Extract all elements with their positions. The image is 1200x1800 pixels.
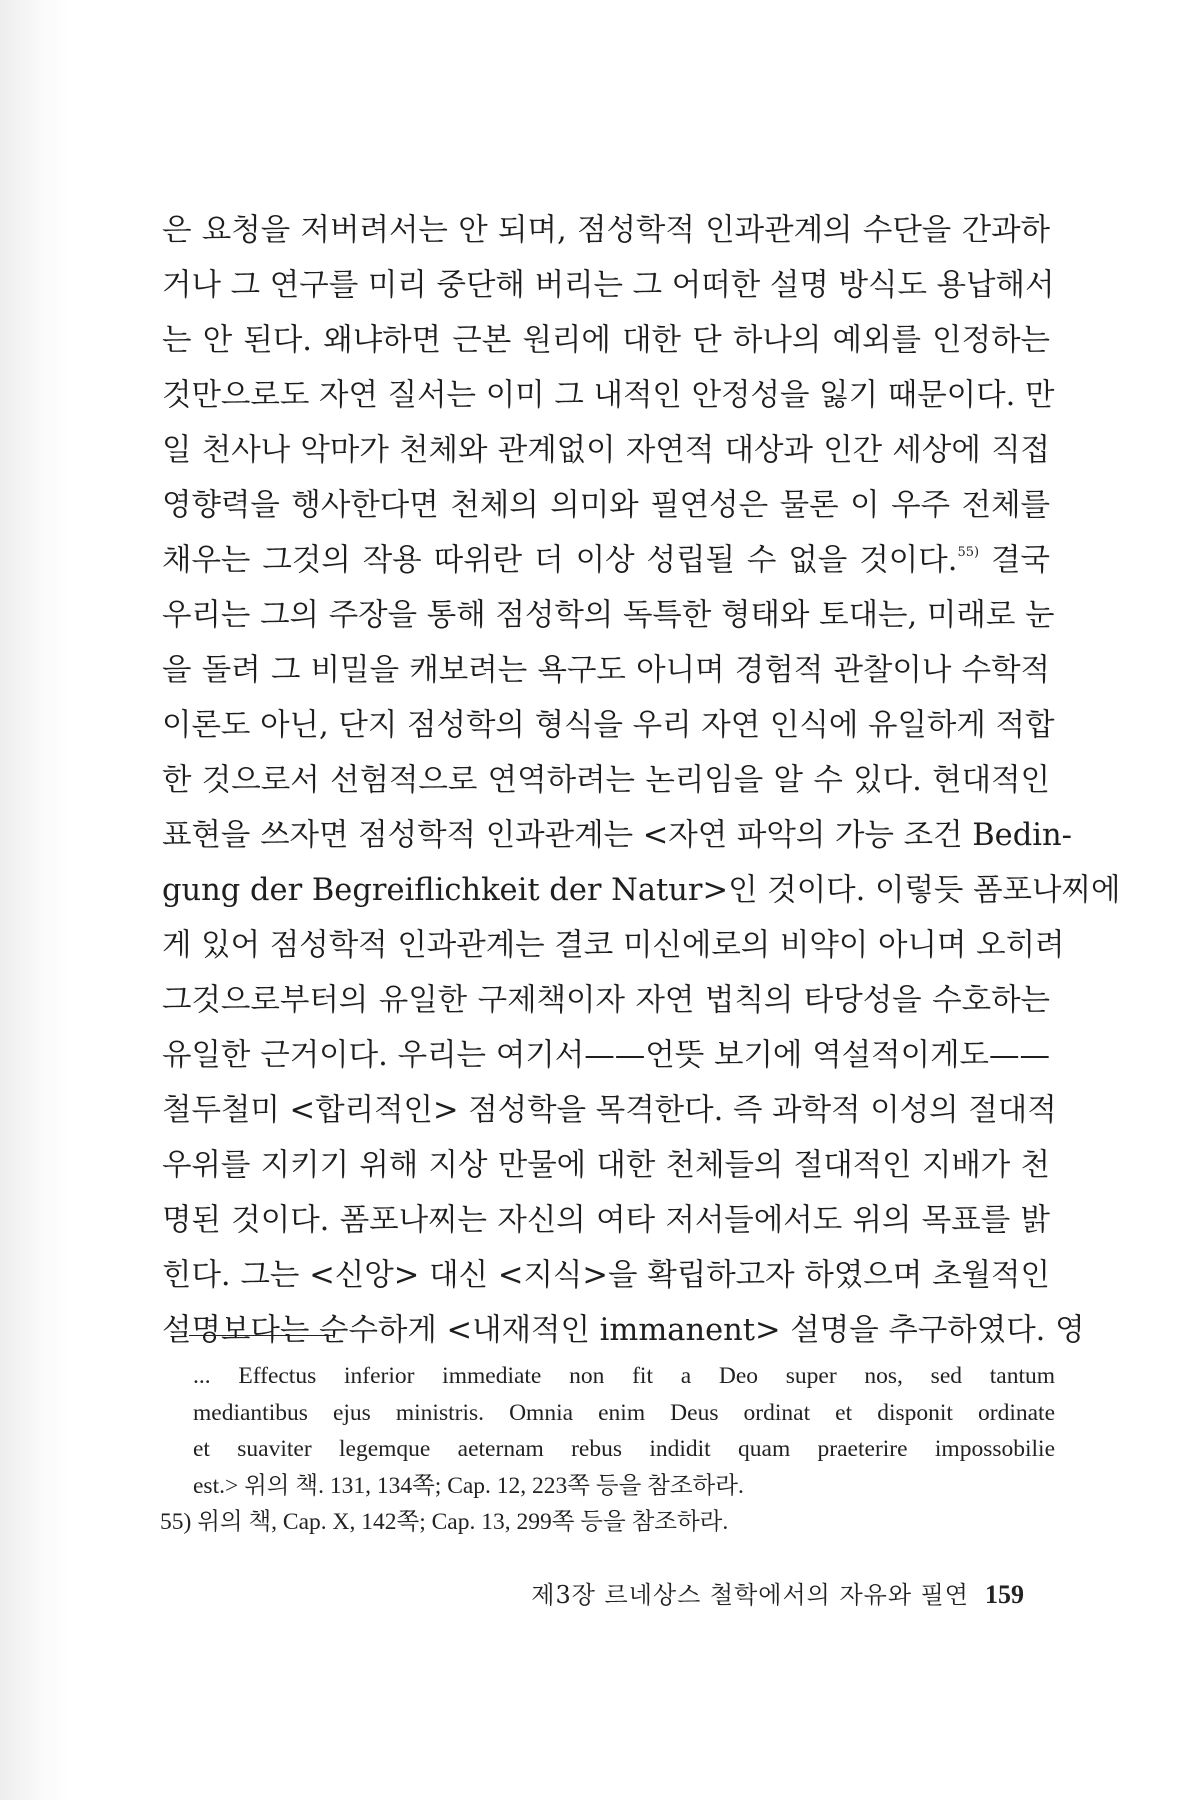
footnote-line: mediantibus ejus ministris. Omnia enim Deus ordinat et disponit ordinate (193, 1399, 1055, 1426)
body-line: 우위를 지키기 위해 지상 만물에 대한 천체들의 절대적인 지배가 천 (162, 1148, 1050, 1183)
body-line: 철두철미 <합리적인> 점성학을 목격한다. 즉 과학적 이성의 절대적 (162, 1093, 1057, 1128)
body-line-tail: 결국 (979, 543, 1050, 578)
body-line: 명된 것이다. 폼포나찌는 자신의 여타 저서들에서도 위의 목표를 밝 (162, 1203, 1050, 1238)
body-line: 유일한 근거이다. 우리는 여기서——언뜻 보기에 역설적이게도—— (162, 1038, 1050, 1073)
body-line: 것만으로도 자연 질서는 이미 그 내적인 안정성을 잃기 때문이다. 만 (162, 378, 1055, 413)
footnote-line: et suaviter legemque aeternam rebus indidit quam praeterire impossobilie (193, 1436, 1055, 1462)
body-line: gung der Begreiflichkeit der Natur>인 것이다. 이렇듯 폼포나찌에 (162, 873, 1121, 908)
footnote-line: est.> 위의 책. 131, 134쪽; Cap. 12, 223쪽 등을 참조하라. (193, 1472, 744, 1499)
footnote-55: 55) 위의 책, Cap. X, 142쪽; Cap. 13, 299쪽 등을 참조하라. (160, 1509, 729, 1535)
chapter-title: 제3장 르네상스 철학에서의 자유와 필연 (531, 1581, 969, 1609)
body-line: 는 안 된다. 왜냐하면 근본 원리에 대한 단 하나의 예외를 인정하는 (162, 323, 1050, 358)
body-text (162, 203, 1121, 1358)
body-line: 한 것으로서 선험적으로 연역하려는 논리임을 알 수 있다. 현대적인 (162, 763, 1050, 798)
body-line: 힌다. 그는 <신앙> 대신 <지식>을 확립하고자 하였으며 초월적인 (162, 1258, 1050, 1293)
page-gutter-shadow (0, 0, 70, 1800)
body-line: 영향력을 행사한다면 천체의 의미와 필연성은 물론 이 우주 전체를 (162, 488, 1050, 523)
page-number: 159 (985, 1580, 1024, 1609)
body-line: 은 요청을 저버려서는 안 되며, 점성학적 인과관계의 수단을 간과하 (162, 213, 1050, 248)
body-line: 게 있어 점성학적 인과관계는 결코 미신에로의 비약이 아니며 오히려 (162, 928, 1065, 963)
running-footer (504, 1575, 1024, 1610)
body-line: 그것으로부터의 유일한 구제책이자 자연 법칙의 타당성을 수호하는 (162, 983, 1050, 1018)
body-line: 표현을 쓰자면 점성학적 인과관계는 <자연 파악의 가능 조건 Bedin- (162, 818, 1072, 853)
body-line: 을 돌려 그 비밀을 캐보려는 욕구도 아니며 경험적 관찰이나 수학적 (162, 653, 1050, 688)
body-line: 거나 그 연구를 미리 중단해 버리는 그 어떠한 설명 방식도 용납해서 (162, 268, 1055, 303)
footnote-line: ... Effectus inferior immediate non fit a Deo super nos, sed tantum (193, 1363, 1055, 1389)
body-line: 설명보다는 순수하게 <내재적인 immanent> 설명을 추구하였다. 영 (162, 1313, 1085, 1348)
footnotes (160, 1358, 1055, 1541)
footnote-reference: 55) (957, 545, 980, 560)
footnote-separator (189, 1335, 334, 1336)
body-line-text: 채우는 그것의 작용 따위란 더 이상 성립될 수 없을 것이다. (162, 543, 958, 578)
body-line: 우리는 그의 주장을 통해 점성학의 독특한 형태와 토대는, 미래로 눈 (162, 598, 1055, 633)
body-line: 이론도 아닌, 단지 점성학의 형식을 우리 자연 인식에 유일하게 적합 (162, 708, 1055, 743)
body-line-with-footnote (162, 533, 1050, 588)
body-line: 일 천사나 악마가 천체와 관계없이 자연적 대상과 인간 세상에 직접 (162, 433, 1050, 468)
